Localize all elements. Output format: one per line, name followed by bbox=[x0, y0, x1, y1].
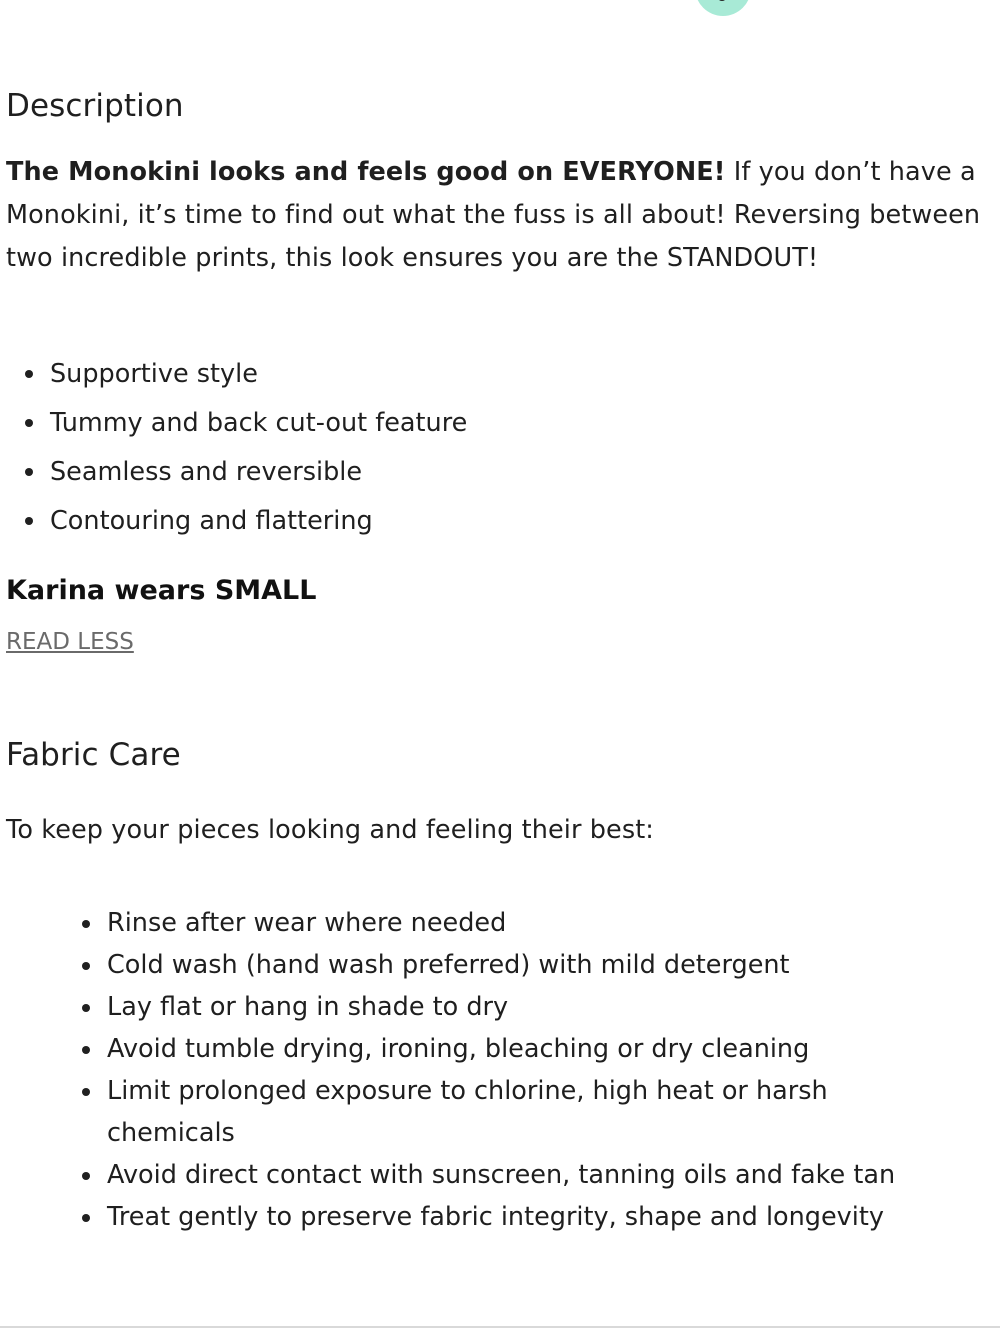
care-instruction: Limit prolonged exposure to chlorine, high heat or harsh chemicals bbox=[107, 1076, 828, 1148]
feature-label: Seamless and reversible bbox=[50, 457, 363, 487]
care-instruction: Treat gently to preserve fabric integrity, shape and longevity bbox=[107, 1202, 884, 1232]
feature-label: Contouring and flattering bbox=[50, 506, 373, 536]
care-list-item bbox=[6, 986, 1000, 1028]
care-instruction: Avoid tumble drying, ironing, bleaching or dry cleaning bbox=[107, 1034, 810, 1064]
feature-list-item bbox=[6, 399, 467, 448]
care-list-item bbox=[6, 1196, 1000, 1238]
feature-list bbox=[6, 350, 467, 546]
care-list-item bbox=[6, 1154, 1000, 1196]
model-size-note: Karina wears SMALL bbox=[6, 575, 317, 606]
description-paragraph bbox=[6, 151, 996, 280]
fabric-care-list bbox=[6, 902, 1000, 1238]
feature-label: Tummy and back cut-out feature bbox=[50, 408, 468, 438]
description-lead-bold: The Monokini looks and feels good on EVERYONE! bbox=[6, 157, 726, 187]
feature-list-item bbox=[6, 350, 467, 399]
feature-list-item bbox=[6, 448, 467, 497]
feature-label: Supportive style bbox=[50, 359, 258, 389]
feature-list-item bbox=[6, 497, 467, 546]
care-instruction: Lay flat or hang in shade to dry bbox=[107, 992, 509, 1022]
top-floating-control[interactable] bbox=[695, 0, 751, 16]
care-list-item bbox=[6, 1070, 1000, 1154]
description-lead-text: If you don’t have a Monokini, it’s time to find out what the fuss is all about! Reversing between two incredible prints, this look ensures you are the STANDOUT! bbox=[6, 157, 981, 273]
care-instruction: Avoid direct contact with sunscreen, tanning oils and fake tan bbox=[107, 1160, 896, 1190]
care-list-item bbox=[6, 1028, 1000, 1070]
care-list-item bbox=[6, 902, 1000, 944]
care-instruction: Cold wash (hand wash preferred) with mild detergent bbox=[107, 950, 790, 980]
fabric-care-intro: To keep your pieces looking and feeling their best: bbox=[6, 815, 655, 845]
description-heading: Description bbox=[6, 88, 184, 124]
care-list-item bbox=[6, 944, 1000, 986]
read-less-link[interactable]: READ LESS bbox=[6, 629, 134, 655]
fabric-care-heading: Fabric Care bbox=[6, 737, 181, 773]
care-instruction: Rinse after wear where needed bbox=[107, 908, 507, 938]
